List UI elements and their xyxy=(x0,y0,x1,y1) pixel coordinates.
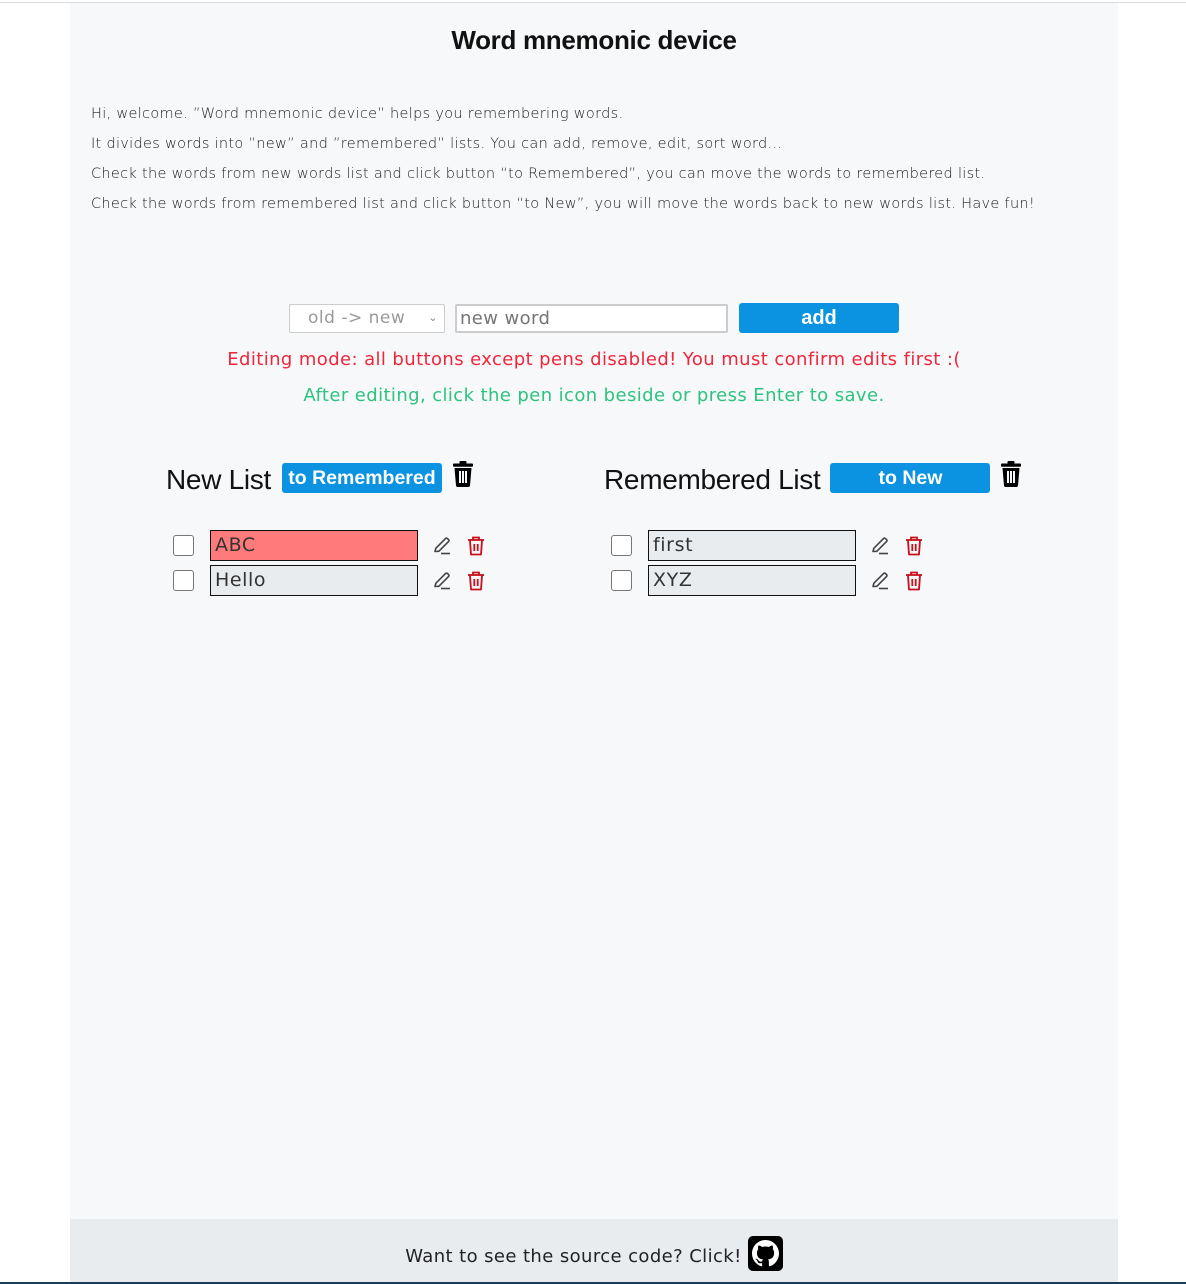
sort-order-select[interactable] xyxy=(289,304,445,333)
item-checkbox[interactable] xyxy=(173,570,194,591)
word-edit-field[interactable]: ABC xyxy=(210,530,418,561)
trash-icon[interactable] xyxy=(905,571,923,591)
intro-line: Check the words from new words list and click button “to Remembered”, you can move the words to remembered list. xyxy=(91,166,986,182)
new-list-title: New List xyxy=(166,464,271,495)
new-word-input[interactable] xyxy=(455,304,728,333)
to-remembered-button[interactable]: to Remembered xyxy=(282,463,442,493)
intro-line: Hi, welcome. ”Word mnemonic device” helps you remembering words. xyxy=(91,106,624,122)
pen-icon[interactable] xyxy=(432,571,452,591)
page-title: Word mnemonic device xyxy=(451,25,737,55)
pen-icon[interactable] xyxy=(870,536,890,556)
github-icon xyxy=(752,1240,779,1267)
footer xyxy=(70,1219,1118,1284)
trash-icon[interactable] xyxy=(905,536,923,556)
new-list xyxy=(166,461,485,598)
delete-all-new-icon[interactable] xyxy=(452,461,474,487)
editing-hint: After editing, click the pen icon beside or press Enter to save. xyxy=(303,385,885,406)
pen-icon[interactable] xyxy=(870,571,890,591)
github-link[interactable] xyxy=(748,1236,783,1271)
pen-icon[interactable] xyxy=(432,536,452,556)
word-field[interactable]: XYZ xyxy=(648,565,856,596)
list-item xyxy=(604,528,1022,563)
sort-order-value: old -> new xyxy=(308,308,406,328)
footer-text: Want to see the source code? Click! xyxy=(405,1246,742,1267)
word-field[interactable]: first xyxy=(648,530,856,561)
to-new-button[interactable]: to New xyxy=(830,463,990,493)
item-checkbox[interactable] xyxy=(173,535,194,556)
remembered-list-header xyxy=(604,461,1022,501)
new-list-items xyxy=(166,528,485,598)
remembered-list-items xyxy=(604,528,1022,598)
trash-icon[interactable] xyxy=(467,571,485,591)
delete-all-remembered-icon[interactable] xyxy=(1000,461,1022,487)
word-field[interactable]: Hello xyxy=(210,565,418,596)
item-checkbox[interactable] xyxy=(611,570,632,591)
list-item xyxy=(604,563,1022,598)
add-button[interactable]: add xyxy=(739,303,899,333)
intro-text xyxy=(91,99,1091,219)
add-word-controls xyxy=(289,303,899,333)
editing-mode-warning: Editing mode: all buttons except pens disabled! You must confirm edits first :( xyxy=(227,349,961,370)
footer-content xyxy=(70,1236,1118,1271)
item-checkbox[interactable] xyxy=(611,535,632,556)
intro-line: Check the words from remembered list and click button “to New”, you will move the words back to new words list. Have fun! xyxy=(91,196,1036,212)
list-item xyxy=(166,528,485,563)
remembered-list-title: Remembered List xyxy=(604,464,821,495)
remembered-list xyxy=(604,461,1022,598)
app-container xyxy=(70,3,1118,1284)
trash-icon[interactable] xyxy=(467,536,485,556)
chevron-down-icon: ⌄ xyxy=(428,310,438,324)
new-list-header xyxy=(166,461,485,501)
list-item xyxy=(166,563,485,598)
intro-line: It divides words into ”new” and ”remembered” lists. You can add, remove, edit, sort word... xyxy=(91,136,783,152)
